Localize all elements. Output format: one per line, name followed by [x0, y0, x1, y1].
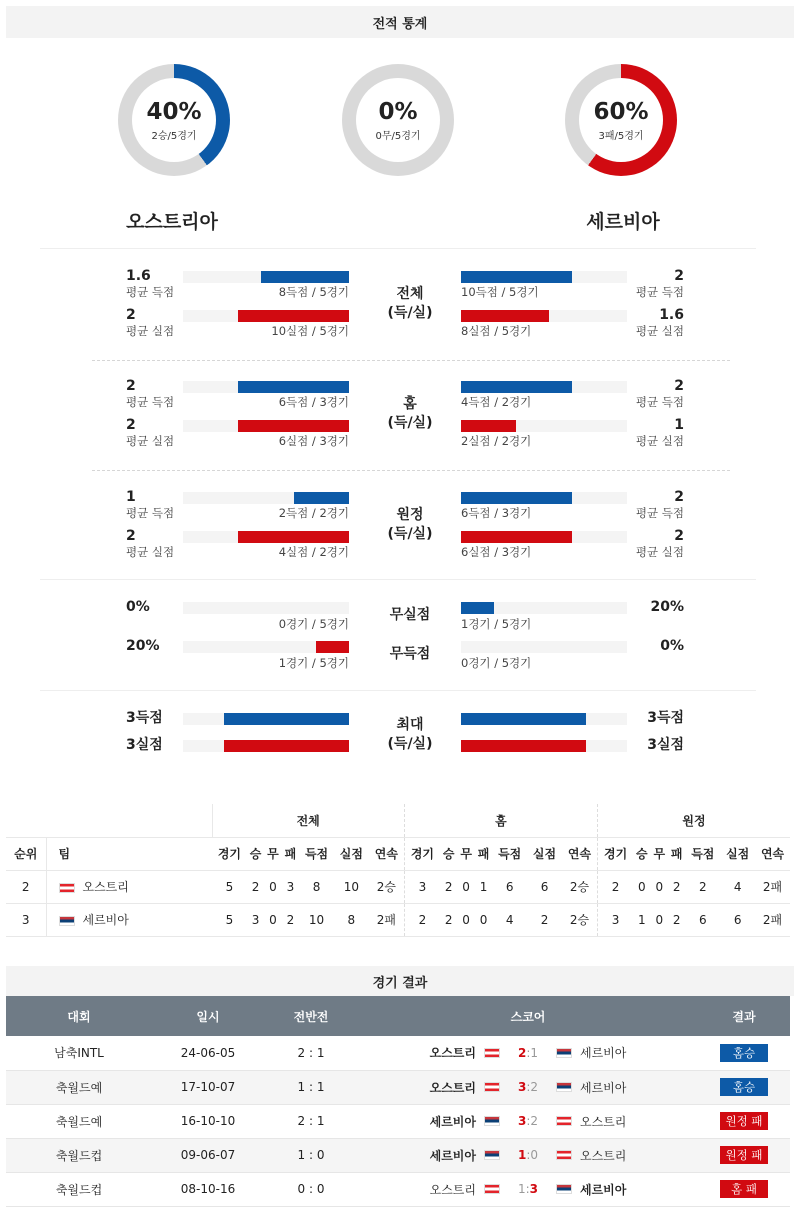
right-label: 평균 실점: [635, 324, 684, 338]
column-header: 경기: [212, 837, 247, 870]
stat-cell: 2패: [755, 870, 790, 903]
match-date: 09-06-07: [152, 1138, 264, 1172]
loss-count: 3패/5경기: [598, 130, 644, 142]
column-header: 무: [651, 837, 668, 870]
home-team: 오스트리: [429, 1182, 476, 1197]
left-value: 20%: [126, 638, 160, 654]
divider: [40, 579, 756, 580]
match-date: 24-06-05: [152, 1036, 264, 1070]
column-header: 패: [475, 837, 492, 870]
divider: [92, 360, 730, 361]
max-title: 최대 (득/실): [387, 717, 433, 752]
result-badge: 홈 패: [720, 1180, 768, 1198]
draw-donut-chart: [342, 64, 454, 176]
no-score-title: 무득점: [389, 646, 431, 662]
home-team: 오스트리: [429, 1046, 476, 1061]
rank-header: 순위: [6, 837, 46, 870]
home-team-name: 오스트리아: [126, 211, 218, 233]
left-bar: [224, 740, 349, 752]
left-value: 2: [126, 528, 136, 544]
half-score: 1 : 0: [264, 1138, 358, 1172]
stat-cell: 5: [212, 903, 247, 936]
stat-cell: 0: [651, 870, 668, 903]
stat-cell: 6: [685, 903, 720, 936]
match-date: 08-10-16: [152, 1172, 264, 1206]
column-header: 연속: [369, 837, 405, 870]
right-detail: 2실점 / 2경기: [461, 434, 532, 448]
stat-cell: 1: [633, 903, 650, 936]
left-bar: [224, 713, 349, 725]
right-bar: [461, 381, 572, 393]
stat-cell: 3: [282, 870, 299, 903]
column-header: 득점: [492, 837, 527, 870]
stat-cell: 6: [492, 870, 527, 903]
stat-cell: 3: [598, 903, 634, 936]
column-header: 승: [247, 837, 264, 870]
stat-cell: 1: [475, 870, 492, 903]
half-score: 2 : 1: [264, 1104, 358, 1138]
header-league: 대회: [6, 996, 152, 1036]
results-title: 경기 결과: [6, 966, 794, 996]
stat-cell: 2: [668, 903, 685, 936]
left-bar-track: [183, 602, 349, 614]
away-team: 오스트리: [580, 1148, 627, 1163]
divider: [40, 690, 756, 691]
right-detail: 4득점 / 2경기: [461, 395, 532, 409]
left-value: 3득점: [126, 710, 163, 726]
stat-cell: 2: [668, 870, 685, 903]
stat-cell: 2: [598, 870, 634, 903]
left-value: 2: [126, 307, 136, 323]
right-bar: [461, 602, 494, 614]
left-label: 평균 득점: [126, 395, 175, 409]
stat-cell: 2승: [562, 903, 598, 936]
home-score: 3: [517, 1114, 527, 1128]
column-header: 패: [282, 837, 299, 870]
stat-cell: 4: [492, 903, 527, 936]
away-team: 세르비아: [580, 1046, 627, 1061]
right-value: 2: [674, 378, 684, 394]
league: 축월드예: [6, 1104, 152, 1138]
right-bar: [461, 492, 572, 504]
right-value: 2: [674, 268, 684, 284]
stat-cell: 2승: [562, 870, 598, 903]
stat-cell: 2: [282, 903, 299, 936]
right-detail: 6득점 / 3경기: [461, 506, 532, 520]
league: 축월드예: [6, 1070, 152, 1104]
team-name: 세르비아: [82, 913, 129, 927]
column-header: 실점: [527, 837, 562, 870]
stat-cell: 0: [457, 903, 474, 936]
stat-cell: 2: [527, 903, 562, 936]
result-row[interactable]: 축월드컵 08-10-16 0 : 0 오스트리 1:3 세르비아 홈 패: [6, 1172, 790, 1206]
half-score: 2 : 1: [264, 1036, 358, 1070]
stat-cell: 2: [440, 870, 457, 903]
left-bar: [316, 641, 349, 653]
column-header: 실점: [720, 837, 755, 870]
stat-cell: 0: [633, 870, 650, 903]
result-badge: 원정 패: [720, 1112, 768, 1130]
rank: 3: [6, 903, 46, 936]
stat-cell: 0: [264, 903, 281, 936]
left-label: 평균 실점: [126, 434, 175, 448]
flag-icon: [556, 1184, 572, 1194]
right-detail: 6실점 / 3경기: [461, 545, 532, 559]
away-score: 0: [530, 1148, 539, 1162]
draw-percent: 0%: [378, 98, 418, 125]
left-bar: [261, 271, 349, 283]
header-score: 스코어: [358, 996, 698, 1036]
right-label: 평균 실점: [635, 545, 684, 559]
away-team: 세르비아: [580, 1182, 627, 1197]
team-name: 오스트리: [82, 880, 129, 894]
column-header: 연속: [755, 837, 790, 870]
right-bar: [461, 271, 572, 283]
result-row[interactable]: 남축INTL 24-06-05 2 : 1 오스트리 2:1 세르비아 홈승: [6, 1036, 790, 1070]
right-label: 평균 득점: [635, 285, 684, 299]
flag-icon: [484, 1116, 500, 1126]
column-header: 실점: [334, 837, 369, 870]
group-all: 전체: [296, 813, 320, 828]
left-value: 1: [126, 489, 136, 505]
loss-donut-chart: [565, 64, 677, 176]
stat-cell: 2: [404, 903, 440, 936]
column-header: 패: [668, 837, 685, 870]
stat-cell: 3: [247, 903, 264, 936]
left-detail: 10실점 / 5경기: [271, 324, 349, 338]
right-detail: 1경기 / 5경기: [461, 617, 532, 631]
stat-cell: 5: [212, 870, 247, 903]
right-label: 평균 득점: [635, 395, 684, 409]
flag-icon: [556, 1082, 572, 1092]
left-label: 평균 실점: [126, 545, 175, 559]
stat-cell: 6: [527, 870, 562, 903]
right-value: 2: [674, 528, 684, 544]
stat-cell: 2: [685, 870, 720, 903]
win-percent: 40%: [146, 98, 202, 125]
stat-cell: 10: [299, 903, 334, 936]
column-header: 무: [457, 837, 474, 870]
column-header: 연속: [562, 837, 598, 870]
right-detail: 0경기 / 5경기: [461, 656, 532, 670]
win-count: 2승/5경기: [151, 130, 197, 142]
result-row[interactable]: 축월드컵 09-06-07 1 : 0 세르비아 1:0 오스트리 원정 패: [6, 1138, 790, 1172]
stat-cell: 2패: [755, 903, 790, 936]
stat-cell: 0: [651, 903, 668, 936]
left-detail: 8득점 / 5경기: [278, 285, 349, 299]
home-score: 1: [517, 1182, 526, 1196]
column-header: 경기: [598, 837, 634, 870]
column-header: 경기: [404, 837, 440, 870]
standings-row: [6, 903, 790, 936]
header-date: 일시: [152, 996, 264, 1036]
win-donut-chart: [118, 64, 230, 176]
flag-icon: [484, 1048, 500, 1058]
right-value: 3득점: [647, 710, 684, 726]
left-bar: [238, 381, 349, 393]
result-badge: 홈승: [720, 1044, 768, 1062]
stat-cell: 4: [720, 870, 755, 903]
stat-cell: 6: [720, 903, 755, 936]
flag-icon: [556, 1116, 572, 1126]
left-value: 2: [126, 417, 136, 433]
stat-cell: 2패: [369, 903, 405, 936]
right-bar: [461, 310, 549, 322]
result-row[interactable]: 축월드예 17-10-07 1 : 1 오스트리 3:2 세르비아 홈승: [6, 1070, 790, 1104]
column-header: 승: [440, 837, 457, 870]
left-bar: [238, 531, 349, 543]
result-badge: 원정 패: [720, 1146, 768, 1164]
right-bar: [461, 713, 586, 725]
flag-icon: [484, 1184, 500, 1194]
away-score: 3: [529, 1182, 539, 1196]
home-score: 1: [517, 1148, 527, 1162]
section-title: 원정 (득/실): [387, 507, 433, 542]
left-bar: [238, 420, 349, 432]
half-score: 1 : 1: [264, 1070, 358, 1104]
header-result: 결과: [698, 996, 790, 1036]
stat-cell: 0: [475, 903, 492, 936]
right-value: 0%: [660, 638, 684, 654]
group-away: 원정: [598, 804, 790, 837]
stat-cell: 8: [299, 870, 334, 903]
away-team-name: 세르비아: [586, 211, 660, 233]
flag-icon: [59, 916, 75, 926]
right-detail: 8실점 / 5경기: [461, 324, 532, 338]
left-value: 3실점: [126, 737, 163, 753]
right-label: 평균 득점: [635, 506, 684, 520]
away-team: 세르비아: [580, 1080, 627, 1095]
league: 축월드컵: [6, 1172, 152, 1206]
right-value: 1: [674, 417, 684, 433]
left-label: 평균 득점: [126, 506, 175, 520]
left-value: 0%: [126, 599, 150, 615]
column-header: 무: [264, 837, 281, 870]
left-value: 1.6: [126, 268, 151, 284]
away-score: 2: [530, 1080, 539, 1094]
flag-icon: [556, 1048, 572, 1058]
result-row[interactable]: 축월드예 16-10-10 2 : 1 세르비아 3:2 오스트리 원정 패: [6, 1104, 790, 1138]
right-value: 20%: [650, 599, 684, 615]
right-bar: [461, 420, 516, 432]
flag-icon: [556, 1150, 572, 1160]
cleansheet-title: 무실점: [389, 607, 431, 623]
away-team: 오스트리: [580, 1114, 627, 1129]
stat-cell: 0: [264, 870, 281, 903]
stat-cell: 3: [404, 870, 440, 903]
left-detail: 6실점 / 3경기: [278, 434, 349, 448]
result-badge: 홈승: [720, 1078, 768, 1096]
league: 남축INTL: [6, 1036, 152, 1070]
stat-cell: 8: [334, 903, 369, 936]
column-header: 승: [633, 837, 650, 870]
column-header: 득점: [299, 837, 334, 870]
left-detail: 1경기 / 5경기: [278, 656, 349, 670]
loss-percent: 60%: [593, 98, 649, 125]
right-detail: 10득점 / 5경기: [461, 285, 539, 299]
draw-count: 0무/5경기: [375, 130, 421, 142]
right-value: 1.6: [659, 307, 684, 323]
left-detail: 4실점 / 2경기: [278, 545, 349, 559]
left-detail: 6득점 / 3경기: [278, 395, 349, 409]
rank: 2: [6, 870, 46, 903]
results-table: [6, 996, 790, 1207]
group-home: 홈: [404, 804, 597, 837]
left-detail: 0경기 / 5경기: [278, 617, 349, 631]
section-title: 전체 (득/실): [387, 286, 433, 321]
flag-icon: [484, 1082, 500, 1092]
divider: [92, 470, 730, 471]
team-header: 팀: [46, 837, 212, 870]
right-bar: [461, 740, 586, 752]
home-team: 오스트리: [429, 1080, 476, 1095]
home-team: 세르비아: [429, 1114, 476, 1129]
stat-cell: 10: [334, 870, 369, 903]
standings-table: [6, 804, 790, 937]
left-bar: [238, 310, 349, 322]
left-bar: [294, 492, 349, 504]
league: 축월드컵: [6, 1138, 152, 1172]
right-bar: [461, 531, 572, 543]
right-value: 2: [674, 489, 684, 505]
home-team: 세르비아: [429, 1148, 476, 1163]
stat-cell: 2승: [369, 870, 405, 903]
flag-icon: [59, 883, 75, 893]
home-score: 3: [517, 1080, 527, 1094]
right-bar-track: [461, 641, 627, 653]
home-score: 2: [517, 1045, 527, 1060]
stats-title: 전적 통계: [6, 6, 794, 38]
left-label: 평균 실점: [126, 324, 175, 338]
column-header: 득점: [685, 837, 720, 870]
left-detail: 2득점 / 2경기: [278, 506, 349, 520]
match-date: 17-10-07: [152, 1070, 264, 1104]
half-score: 0 : 0: [264, 1172, 358, 1206]
section-title: 홈 (득/실): [387, 396, 433, 431]
away-score: 1: [530, 1045, 539, 1060]
stat-cell: 2: [440, 903, 457, 936]
right-value: 3실점: [647, 737, 684, 753]
left-label: 평균 득점: [126, 285, 175, 299]
left-value: 2: [126, 378, 136, 394]
right-label: 평균 실점: [635, 434, 684, 448]
away-score: 2: [530, 1114, 539, 1128]
stat-cell: 0: [457, 870, 474, 903]
standings-row: [6, 870, 790, 903]
stat-cell: 2: [247, 870, 264, 903]
header-half: 전반전: [264, 996, 358, 1036]
match-date: 16-10-10: [152, 1104, 264, 1138]
flag-icon: [484, 1150, 500, 1160]
